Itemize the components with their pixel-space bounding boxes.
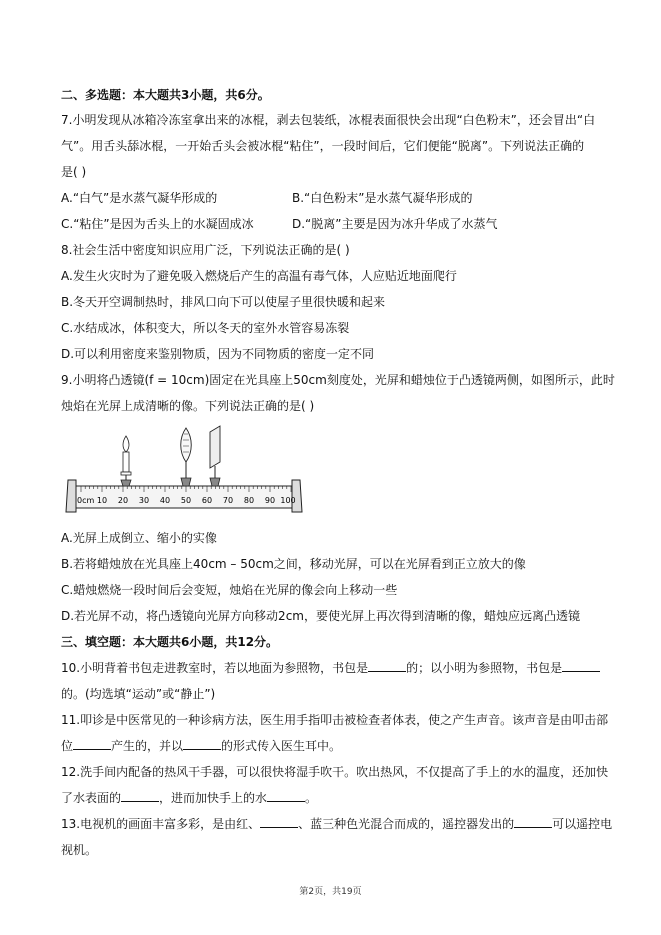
q11-blank-1	[73, 739, 111, 750]
q11-text-a: 位	[61, 739, 74, 753]
q7-option-b: B.“白色粉末”是水蒸气凝华形成的	[292, 191, 473, 205]
tick-label-40: 40	[159, 496, 171, 505]
q9-stem-line2: 烛焰在光屏上成清晰的像。下列说法正确的是( )	[61, 399, 315, 413]
q13-blank-1	[260, 817, 298, 828]
q10-blank-2	[562, 661, 600, 672]
q7-stem-line2: 气”。用舌头舔冰棍，一开始舌头会被冰棍“粘住”，一段时间后，它们便能“脱离”。下列说法正确的	[61, 139, 585, 153]
q12-text-a: 了水表面的	[61, 791, 122, 805]
q8-option-d: D.可以利用密度来鉴别物质，因为不同物质的密度一定不同	[61, 347, 375, 361]
tick-label-100: 100	[280, 496, 296, 505]
q11-text-c: 的形式传入医生耳中。	[221, 739, 342, 753]
q11-line2	[61, 738, 341, 754]
light-screen	[210, 426, 220, 486]
q12-blank-2	[267, 791, 305, 802]
section-2-heading: 二、多选题：本大题共3小题，共6分。	[61, 88, 270, 102]
q9-stem-line1: 9.小明将凸透镜(f = 10cm)固定在光具座上50cm刻度处，光屏和蜡烛位于凸透镜两侧，如图所示，此时	[61, 373, 615, 387]
tick-label-80: 80	[243, 496, 255, 505]
q11-blank-2	[183, 739, 221, 750]
q13-text-c: 可以遥控电	[552, 817, 613, 831]
q9-option-b: B.若将蜡烛放在光具座上40cm – 50cm之间，移动光屏，可以在光屏看到正立放大的像	[61, 557, 526, 571]
q9-option-d: D.若光屏不动，将凸透镜向光屏方向移动2cm，要使光屏上再次得到清晰的像，蜡烛应远离凸透镜	[61, 609, 580, 623]
q10-text-a: 10.小明背着书包走进教室时，若以地面为参照物，书包是	[61, 661, 369, 675]
tick-label-30: 30	[138, 496, 150, 505]
convex-lens	[181, 428, 192, 486]
q12-line2	[61, 790, 317, 806]
q10-text-b: 的；以小明为参照物，书包是	[406, 661, 563, 675]
q13-text-a: 13.电视机的画面丰富多彩，是由红、	[61, 817, 261, 831]
q13-line1	[61, 816, 612, 832]
tick-label-60: 60	[201, 496, 213, 505]
candle	[121, 436, 131, 486]
section-3-heading: 三、填空题：本大题共6小题，共12分。	[61, 635, 279, 649]
q13-line2: 视机。	[61, 843, 98, 857]
q9-option-c: C.蜡烛燃烧一段时间后会变短，烛焰在光屏的像会向上移动一些	[61, 583, 398, 597]
q7-option-c: C.“粘住”是因为舌头上的水凝固成冰	[61, 217, 254, 231]
q10-line1	[61, 660, 600, 676]
q12-line1: 12.洗手间内配备的热风干手器，可以很快将湿手吹干。吹出热风，不仅提高了手上的水的温度，还加快	[61, 765, 609, 779]
tick-label-0cm: 0cm	[77, 496, 95, 505]
q8-stem: 8.社会生活中密度知识应用广泛，下列说法正确的是( )	[61, 243, 350, 257]
optical-bench-figure	[64, 422, 304, 522]
q13-text-b: 、蓝三种色光混合而成的，遥控器发出的	[298, 817, 515, 831]
q8-option-c: C.水结成冰，体积变大，所以冬天的室外水管容易冻裂	[61, 321, 350, 335]
tick-label-90: 90	[264, 496, 276, 505]
tick-label-50: 50	[180, 496, 192, 505]
tick-label-20: 20	[117, 496, 129, 505]
q12-text-c: 。	[305, 791, 318, 805]
q11-text-b: 产生的，并以	[111, 739, 184, 753]
page-footer: 第2页，共19页	[299, 887, 362, 897]
q11-line1: 11.叩诊是中医常见的一种诊病方法，医生用手指叩击被检查者体表，使之产生声音。该声音是由叩击部	[61, 713, 609, 727]
tick-label-70: 70	[222, 496, 234, 505]
q7-stem-line3: 是( )	[61, 165, 87, 179]
tick-label-10: 10	[96, 496, 108, 505]
q10-blank-1	[368, 661, 406, 672]
q7-option-d: D.“脱离”主要是因为冰升华成了水蒸气	[292, 217, 498, 231]
q9-option-a: A.光屏上成倒立、缩小的实像	[61, 531, 217, 545]
q12-blank-1	[121, 791, 159, 802]
q13-blank-2	[514, 817, 552, 828]
q10-line2: 的。(均选填“运动”或“静止”)	[61, 687, 216, 701]
q8-option-b: B.冬天开空调制热时，排风口向下可以使屋子里很快暖和起来	[61, 295, 386, 309]
q8-option-a: A.发生火灾时为了避免吸入燃烧后产生的高温有毒气体，人应贴近地面爬行	[61, 269, 457, 283]
q7-option-a: A.“白气”是水蒸气凝华形成的	[61, 191, 218, 205]
bench-left-support	[66, 480, 76, 512]
q12-text-b: ，进而加快手上的水	[159, 791, 268, 805]
q7-stem-line1: 7.小明发现从冰箱冷冻室拿出来的冰棍，剥去包装纸，冰棍表面很快会出现“白色粉末”，还会冒出“白	[61, 113, 596, 127]
